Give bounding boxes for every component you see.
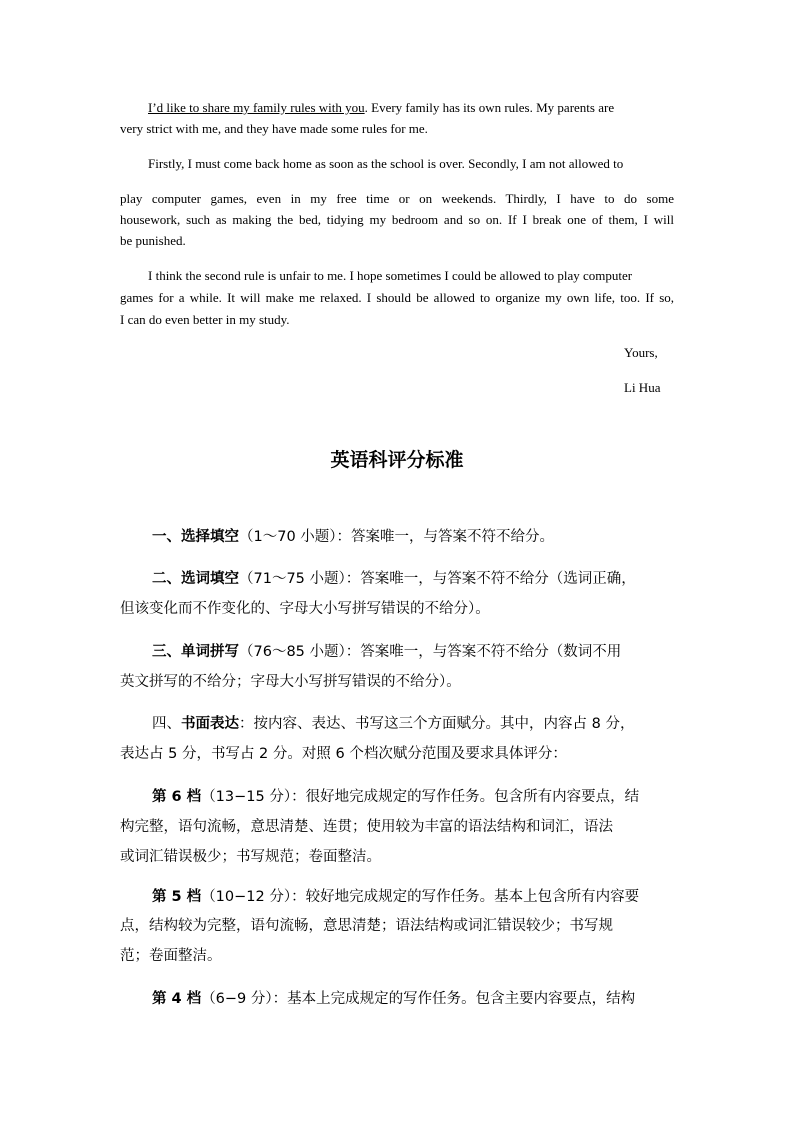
grade-6-line-2: 构完整，语句流畅，意思清楚、连贯；使用较为丰富的语法结构和词汇，语法 — [120, 819, 613, 835]
grade-heading: 第 6 档 — [152, 789, 202, 805]
grade-4-line-1 — [152, 987, 635, 1008]
section-text: （1～70 小题）：答案唯一，与答案不符不给分。 — [239, 529, 555, 545]
letter-paragraph-3-line-3: I can do even better in my study. — [120, 312, 290, 327]
grade-5-line-1 — [152, 885, 639, 906]
letter-paragraph-1-line-2: very strict with me, and they have made some rules for me. — [120, 121, 428, 136]
rubric-section-2-line-1 — [152, 567, 636, 588]
rubric-title: 英语科评分标准 — [330, 449, 464, 471]
section-text: ：按内容、表达、书写这三个方面赋分。其中，内容占 8 分， — [239, 716, 635, 732]
grade-6-line-3: 或词汇错误极少；书写规范；卷面整洁。 — [120, 849, 381, 865]
grade-text: （13−15 分）：很好地完成规定的写作任务。包含所有内容要点，结 — [201, 789, 640, 805]
letter-paragraph-2-line-1: Firstly, I must come back home as soon as the school is over. Secondly, I am not allowed to — [148, 156, 624, 171]
grade-text: （10−12 分）：较好地完成规定的写作任务。基本上包含所有内容要 — [201, 889, 640, 905]
grade-heading: 第 4 档 — [152, 991, 202, 1007]
rubric-section-3-line-1 — [152, 640, 621, 661]
grade-heading: 第 5 档 — [152, 889, 202, 905]
letter-paragraph-3-line-2: games for a while. It will make me relaxed. I should be allowed to organize my own life, too. If so, — [120, 290, 674, 305]
letter-closing: Yours, — [624, 345, 658, 360]
letter-paragraph-2-line-2: play computer games, even in my free time or on weekends. Thirdly, I have to do some — [120, 191, 674, 206]
letter-signature: Li Hua — [624, 380, 661, 395]
rubric-section-1 — [152, 525, 554, 546]
letter-paragraph-2-line-4: be punished. — [120, 233, 186, 248]
section-text: （76～85 小题）：答案唯一，与答案不符不给分（数词不用 — [239, 644, 622, 660]
letter-paragraph-2-line-3: housework, such as making the bed, tidying my bedroom and so on. If I break one of them, I will — [120, 212, 674, 227]
section-text: （71～75 小题）：答案唯一，与答案不符不给分（选词正确， — [239, 571, 636, 587]
underlined-topic-sentence: I’d like to share my family rules with you — [148, 100, 365, 115]
rubric-section-4-line-2: 表达占 5 分，书写占 2 分。对照 6 个档次赋分范围及要求具体评分： — [120, 746, 567, 762]
section-number: 四、 — [152, 716, 181, 732]
section-heading: 一、选择填空 — [152, 529, 239, 545]
rubric-section-4-line-1 — [152, 712, 634, 733]
rubric-section-2-line-2: 但该变化而不作变化的、字母大小写拼写错误的不给分）。 — [120, 601, 490, 617]
paragraph-text: . Every family has its own rules. My parents are — [364, 100, 615, 115]
grade-text: （6−9 分）：基本上完成规定的写作任务。包含主要内容要点，结构 — [201, 991, 636, 1007]
grade-5-line-2: 点，结构较为完整，语句流畅，意思清楚；语法结构或词汇错误较少；书写规 — [120, 918, 613, 934]
section-heading: 二、选词填空 — [152, 571, 239, 587]
section-heading: 三、单词拼写 — [152, 644, 239, 660]
grade-6-line-1 — [152, 785, 639, 806]
letter-paragraph-1-line-1 — [148, 100, 614, 116]
grade-5-line-3: 范；卷面整洁。 — [120, 948, 222, 964]
letter-paragraph-3-line-1: I think the second rule is unfair to me. I hope sometimes I could be allowed to play computer — [148, 268, 633, 283]
section-heading: 书面表达 — [181, 716, 239, 732]
rubric-section-3-line-2: 英文拼写的不给分；字母大小写拼写错误的不给分）。 — [120, 674, 461, 690]
